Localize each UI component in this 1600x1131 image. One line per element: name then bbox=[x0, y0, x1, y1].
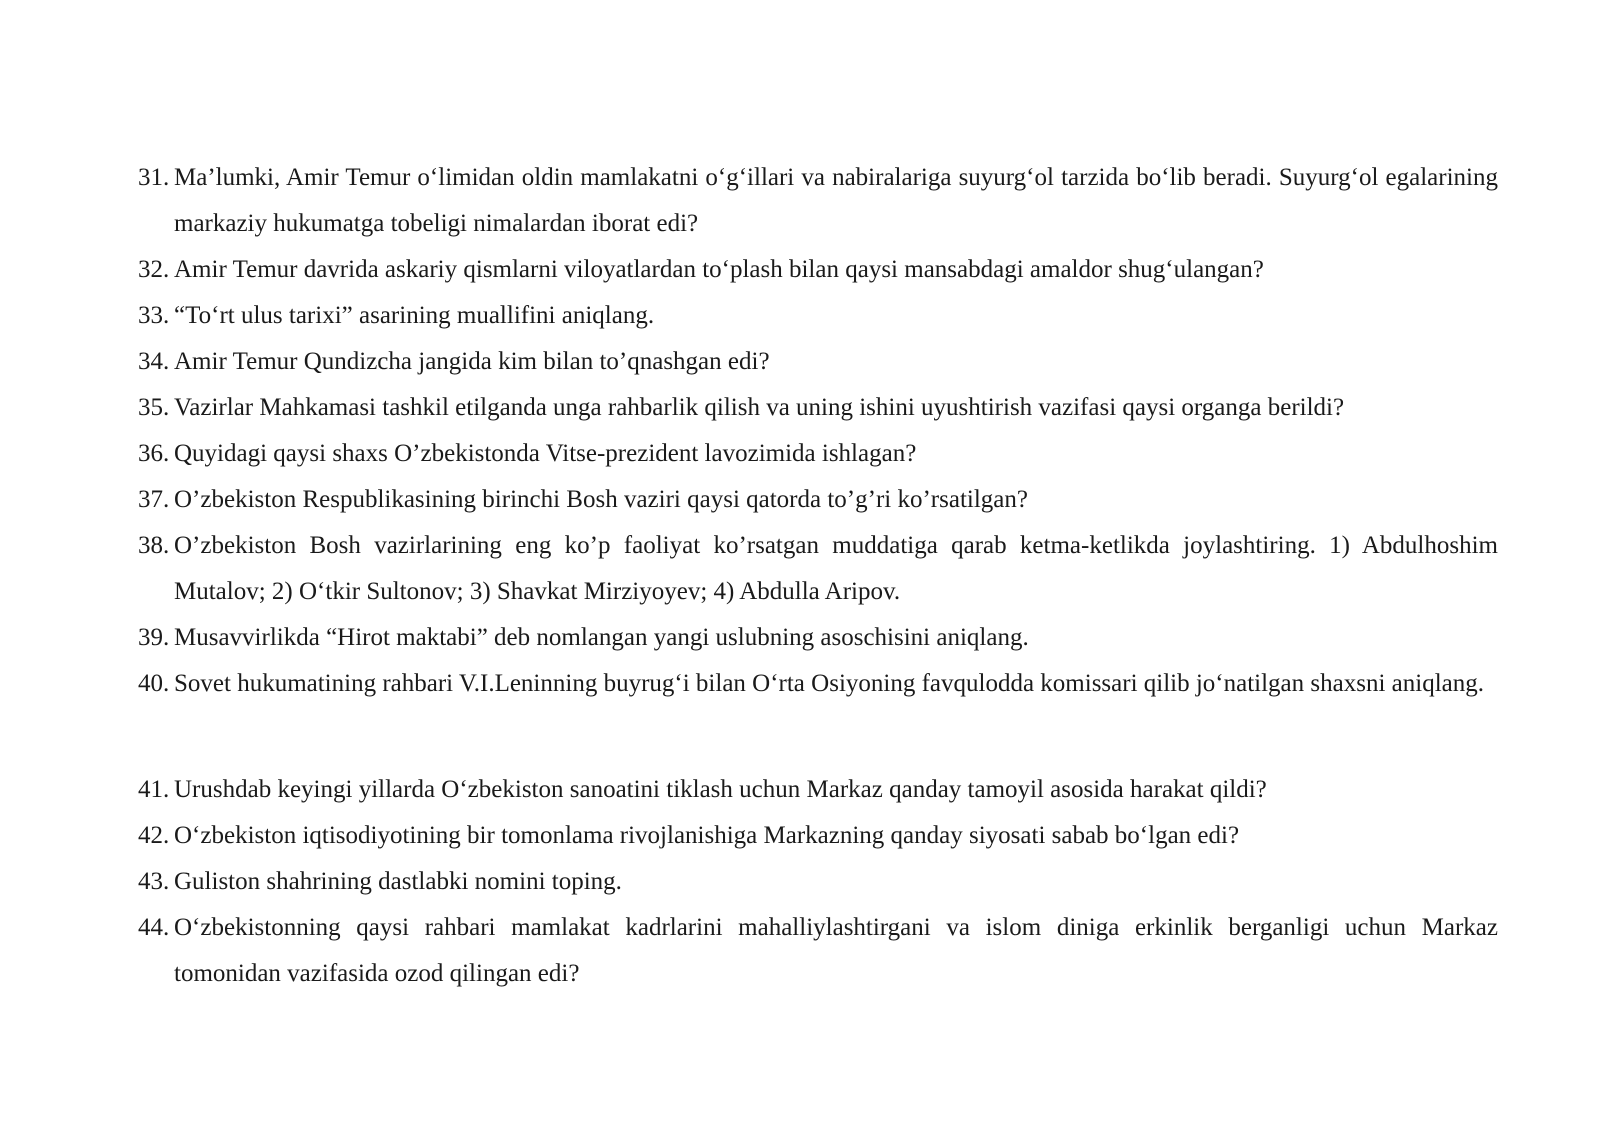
question-35 bbox=[138, 385, 1498, 431]
question-text: O’zbekiston Respublikasining birinchi Bosh vaziri qaysi qatorda to’g’ri ko’rsatilgan? bbox=[174, 486, 1028, 513]
question-number: 40. bbox=[138, 670, 170, 697]
question-31 bbox=[138, 155, 1498, 247]
question-41 bbox=[138, 767, 1498, 813]
question-number: 42. bbox=[138, 822, 170, 849]
question-text: Amir Temur davrida askariy qismlarni viloyatlardan to‘plash bilan qaysi mansabdagi amaldor shug‘ulangan? bbox=[174, 256, 1264, 283]
question-text: O’zbekiston Bosh vazirlarining eng ko’p faoliyat ko’rsatgan muddatiga qarab ketma-ketlikda joylashtiring. 1) Abdulhoshim Mutalov; 2) O‘tkir Sultonov; 3) Shavkat Mirziyoyev; 4) Abdulla Aripov. bbox=[174, 532, 1498, 605]
question-text: Amir Temur Qundizcha jangida kim bilan to’qnashgan edi? bbox=[174, 348, 770, 375]
question-text: Guliston shahrining dastlabki nomini toping. bbox=[174, 868, 622, 895]
question-list bbox=[138, 155, 1498, 997]
question-text: Musavvirlikda “Hirot maktabi” deb nomlangan yangi uslubning asoschisini aniqlang. bbox=[174, 624, 1029, 651]
question-38 bbox=[138, 523, 1498, 615]
question-number: 33. bbox=[138, 302, 170, 329]
question-34 bbox=[138, 339, 1498, 385]
question-text: Ma’lumki, Amir Temur o‘limidan oldin mamlakatni o‘g‘illari va nabiralariga suyurg‘ol tarzida bo‘lib beradi. Suyurg‘ol egalarining markaziy hukumatga tobeligi nimalardan iborat edi? bbox=[174, 164, 1498, 237]
question-39 bbox=[138, 615, 1498, 661]
question-37 bbox=[138, 477, 1498, 523]
question-33 bbox=[138, 293, 1498, 339]
question-number: 39. bbox=[138, 624, 170, 651]
question-text: Sovet hukumatining rahbari V.I.Leninning buyrug‘i bilan O‘rta Osiyoning favqulodda komissari qilib jo‘natilgan shaxsni aniqlang. bbox=[174, 670, 1484, 697]
section-gap bbox=[138, 707, 1498, 767]
question-40 bbox=[138, 661, 1498, 707]
question-42 bbox=[138, 813, 1498, 859]
question-number: 36. bbox=[138, 440, 170, 467]
question-43 bbox=[138, 859, 1498, 905]
question-number: 34. bbox=[138, 348, 170, 375]
question-number: 38. bbox=[138, 532, 170, 559]
question-text: “To‘rt ulus tarixi” asarining muallifini aniqlang. bbox=[174, 302, 655, 329]
question-32 bbox=[138, 247, 1498, 293]
question-number: 32. bbox=[138, 256, 170, 283]
question-number: 37. bbox=[138, 486, 170, 513]
question-number: 43. bbox=[138, 868, 170, 895]
question-text: Quyidagi qaysi shaxs O’zbekistonda Vitse-prezident lavozimida ishlagan? bbox=[174, 440, 917, 467]
question-text: O‘zbekiston iqtisodiyotining bir tomonlama rivojlanishiga Markazning qanday siyosati sabab bo‘lgan edi? bbox=[174, 822, 1240, 849]
question-number: 31. bbox=[138, 164, 170, 191]
question-text: Urushdab keyingi yillarda O‘zbekiston sanoatini tiklash uchun Markaz qanday tamoyil asosida harakat qildi? bbox=[174, 776, 1267, 803]
question-number: 35. bbox=[138, 394, 170, 421]
question-number: 41. bbox=[138, 776, 170, 803]
question-text: Vazirlar Mahkamasi tashkil etilganda unga rahbarlik qilish va uning ishini uyushtirish vazifasi qaysi organga berildi? bbox=[174, 394, 1345, 421]
question-36 bbox=[138, 431, 1498, 477]
question-text: O‘zbekistonning qaysi rahbari mamlakat kadrlarini mahalliylashtirgani va islom diniga erkinlik berganligi uchun Markaz tomonidan vazifasida ozod qilingan edi? bbox=[174, 914, 1498, 987]
question-44 bbox=[138, 905, 1498, 997]
question-number: 44. bbox=[138, 914, 170, 941]
